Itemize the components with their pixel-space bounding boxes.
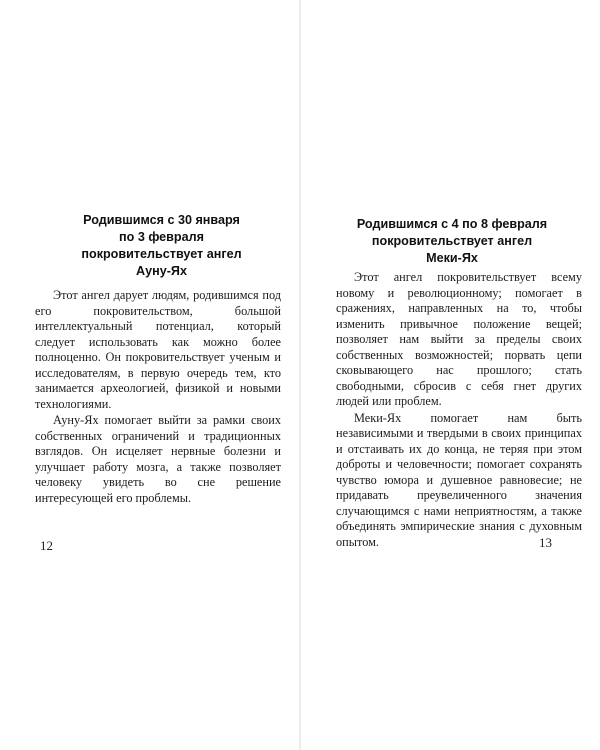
right-page-body xyxy=(336,270,582,550)
right-heading-angel-name: Меки-Ях xyxy=(426,251,478,265)
left-paragraph: Ауну-Ях помогает выйти за рамки своих собственных ограничений и традиционных взглядов. Он исцеляет нервные болезни и улучшает работу мозга, а также позволяет человеку увидеть во сне решение интересующей его проблемы. xyxy=(35,413,281,505)
left-paragraph: Этот ангел дарует людям, родившимся под его покровительством, большой интеллектуальный потенциал, который следует использовать как можно более полноценно. Он покровительствует ученым и исследователям, в первую очередь тем, кто занимается археологией, физикой и новыми технологиями. xyxy=(35,288,281,411)
left-heading-line: по 3 февраля xyxy=(119,230,204,244)
left-heading-angel-name: Ауну-Ях xyxy=(136,264,187,278)
right-paragraph: Этот ангел покровительствует всему новому и революционному; помогает в сражениях, направленных на то, чтобы изменить привычное положение вещей; позволяет нам выйти за пределы своих собственных возможностей; порвать цепи сковывающего нас прошлого; стать свободными, сбросив с себя гнет других людей или проблем. xyxy=(336,270,582,408)
left-page xyxy=(0,0,299,750)
left-heading-line: Родившимся с 30 января xyxy=(83,213,240,227)
left-page-number: 12 xyxy=(40,538,53,553)
right-page-heading xyxy=(321,216,583,267)
right-page xyxy=(301,0,600,750)
left-page-body xyxy=(35,288,281,506)
right-heading-line: покровительствует ангел xyxy=(371,234,533,248)
left-page-heading xyxy=(40,212,283,280)
right-paragraph: Меки-Ях помогает нам быть независимыми и твердыми в своих принципах и отстаивать их до конца, не теряя при этом доброты и человечности; помогает сохранять чувство юмора и душевное равновесие; не придавать преувеличенного значения случающимся с нами неприятностям, а также объединять эмпирические знания с духовным опытом. xyxy=(336,410,582,549)
left-heading-line: покровительствует ангел xyxy=(81,247,242,261)
right-heading-line: Родившимся с 4 по 8 февраля xyxy=(356,217,548,231)
right-page-number: 13 xyxy=(539,535,552,550)
